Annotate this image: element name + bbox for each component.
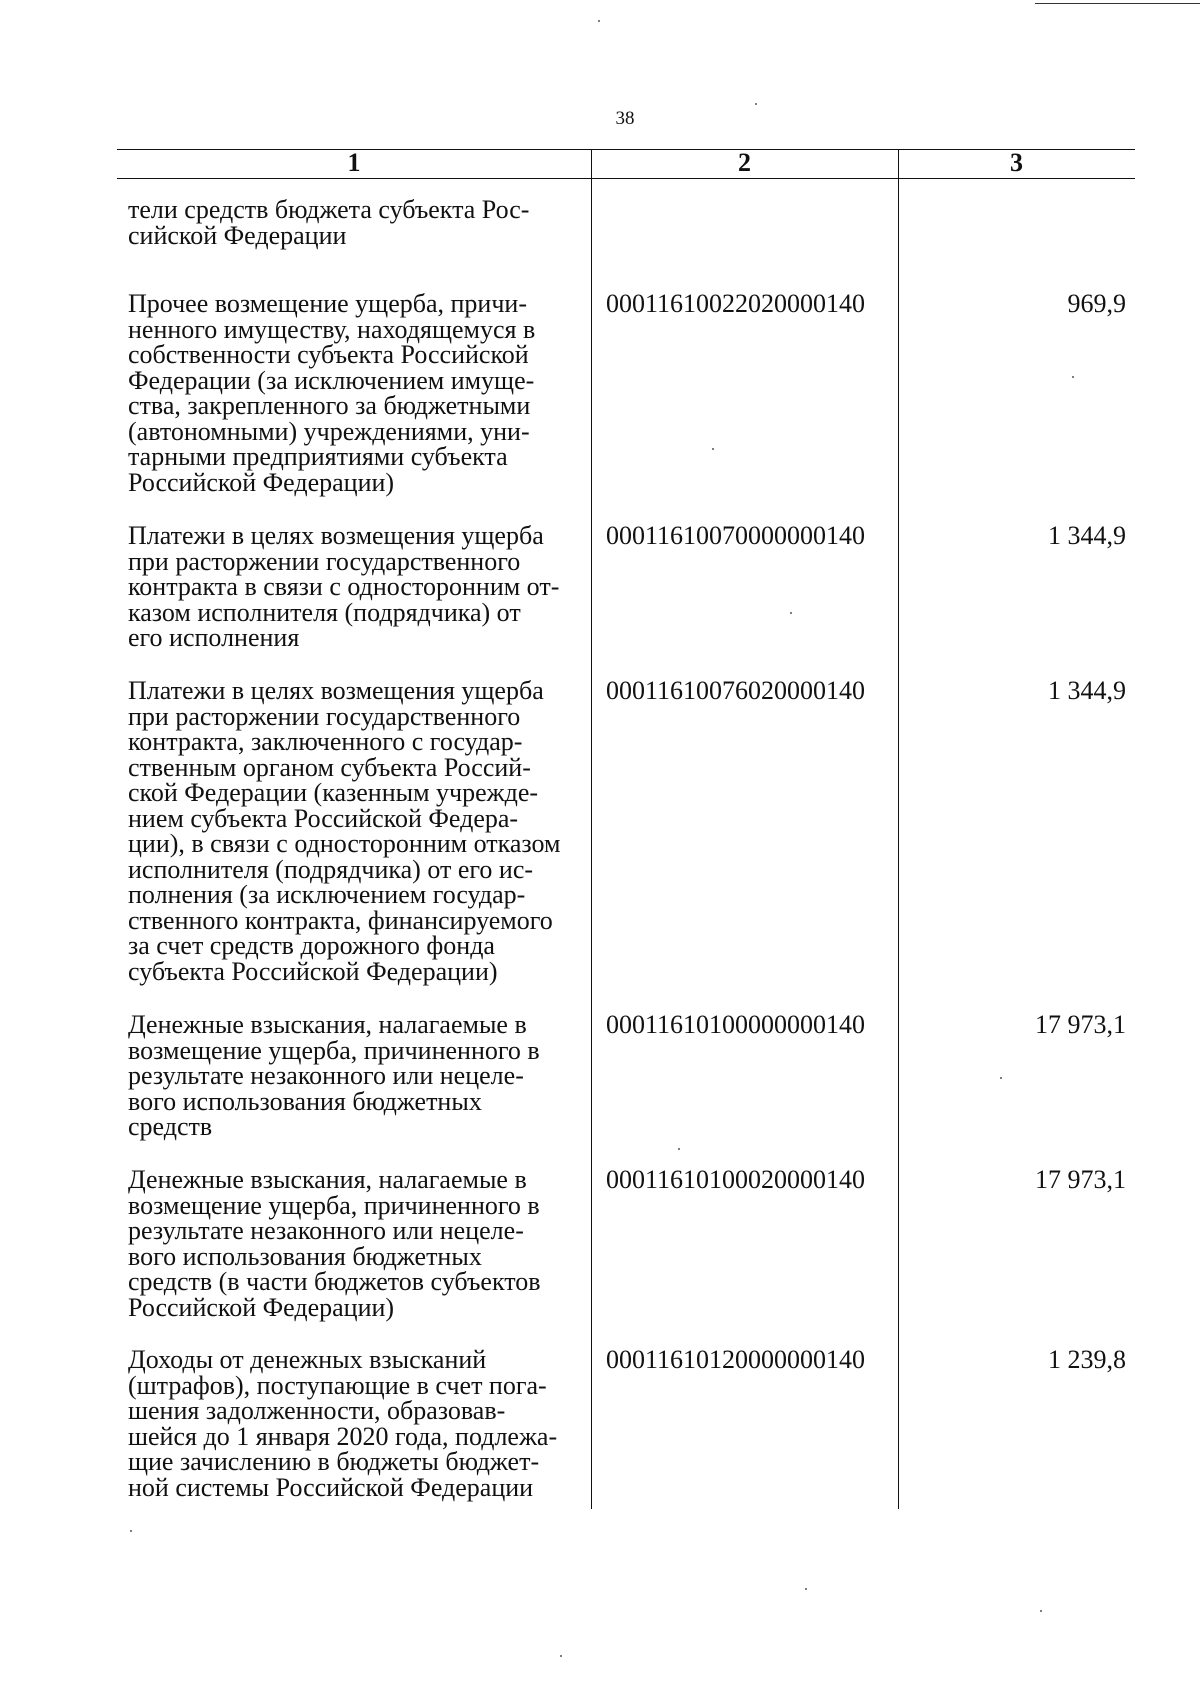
scan-speck: [1040, 1610, 1042, 1612]
scan-speck: [712, 448, 714, 450]
row-description: Платежи в целях возмещения ущерба при расторжении государственного контракта в связи с односторонним от- казом исполнителя (подрядчика) от его исполнения: [128, 521, 560, 652]
row-description: Доходы от денежных взысканий (штрафов), поступающие в счет пога- шения задолженности, образовав- шейся до 1 января 2020 года, подлежа- щие зачислению в бюджеты бюджет- ной системы Российской Федерации: [128, 1345, 558, 1502]
scan-speck: [790, 612, 792, 614]
scan-speck: [130, 1530, 132, 1532]
scan-speck: [805, 1588, 807, 1590]
row-code: 00011610120000000140: [606, 1345, 866, 1374]
scan-speck: [755, 103, 757, 105]
row-description: Платежи в целях возмещения ущерба при расторжении государственного контракта, заключенного с государ- ственным органом субъекта Россий- ской Федерации (казенным учрежде- нием субъекта Российской Федера- ции), в связи с односторонним отказом исполнителя (подрядчика) от его ис- полнения (за исключением государ- ственного контракта, финансируемого за счет средств дорожного фонда субъекта Российской Федерации): [128, 676, 561, 986]
row-amount: 1 344,9: [1048, 676, 1126, 705]
column-header-3: 3: [1010, 148, 1023, 177]
row-code: 00011610100000000140: [606, 1010, 866, 1039]
row-amount: 1 344,9: [1048, 521, 1126, 550]
scan-speck: [1000, 1077, 1002, 1079]
row-description: Денежные взыскания, налагаемые в возмещение ущерба, причиненного в результате незаконного или нецеле- вого использования бюджетных средств: [128, 1010, 540, 1141]
row-code: 00011610022020000140: [606, 289, 866, 318]
row-amount: 1 239,8: [1048, 1345, 1126, 1374]
column-header-2: 2: [738, 148, 751, 177]
row-description: Денежные взыскания, налагаемые в возмещение ущерба, причиненного в результате незаконного или нецеле- вого использования бюджетных средств (в части бюджетов субъектов Российской Федерации): [128, 1165, 541, 1322]
scan-speck: [598, 20, 600, 22]
scan-speck: [1072, 376, 1074, 378]
row-amount: 17 973,1: [1035, 1010, 1126, 1039]
scan-edge-line: [1035, 3, 1200, 4]
header-bottom-border: [117, 178, 1135, 179]
row-description: Прочее возмещение ущерба, причи- ненного имуществу, находящемуся в собственности субъекта Российской Федерации (за исключением имуще- ства, закрепленного за бюджетными (автономными) учреждениями, уни- тарными предприятиями субъекта Российской Федерации): [128, 289, 536, 497]
scan-speck: [560, 1655, 562, 1657]
column-divider-1: [591, 149, 592, 1509]
row-amount: 969,9: [1067, 289, 1126, 318]
page-number: 38: [615, 108, 635, 129]
row-code: 00011610070000000140: [606, 521, 866, 550]
column-divider-2: [898, 149, 899, 1509]
column-header-1: 1: [347, 148, 361, 177]
row-code: 00011610100020000140: [606, 1165, 866, 1194]
row-amount: 17 973,1: [1035, 1165, 1126, 1194]
scan-speck: [678, 1148, 680, 1150]
row-description: тели средств бюджета субъекта Рос- сийской Федерации: [128, 195, 530, 250]
row-code: 00011610076020000140: [606, 676, 866, 705]
